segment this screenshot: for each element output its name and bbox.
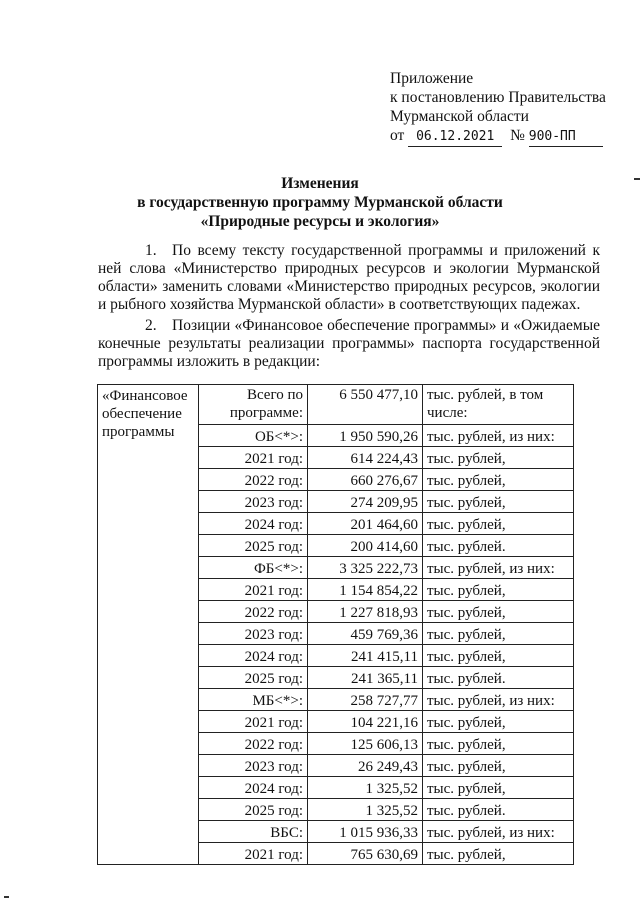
row-label: 2022 год: xyxy=(199,601,308,623)
row-unit: тыс. рублей, xyxy=(423,777,574,799)
row-unit: тыс. рублей, из них: xyxy=(423,425,574,447)
row-label: 2021 год: xyxy=(199,447,308,469)
row-unit: тыс. рублей. xyxy=(423,799,574,821)
row-value: 1 950 590,26 xyxy=(308,425,423,447)
row-unit: тыс. рублей, xyxy=(423,601,574,623)
row-unit: тыс. рублей, из них: xyxy=(423,821,574,843)
row-label: ОБ<*>: xyxy=(199,425,308,447)
paragraph-2 xyxy=(98,317,600,371)
row-label: 2024 год: xyxy=(199,645,308,667)
appendix-line2: к постановлению Правительства xyxy=(390,89,606,106)
row-unit: тыс. рублей, xyxy=(423,623,574,645)
row-value: 125 606,13 xyxy=(308,733,423,755)
row-value: 258 727,77 xyxy=(308,689,423,711)
row-unit: тыс. рублей, xyxy=(423,711,574,733)
appendix-header xyxy=(390,69,606,147)
title-line2: в государственную программу Мурманской области xyxy=(137,194,503,211)
row-value: 274 209,95 xyxy=(308,491,423,513)
row-unit: тыс. рублей. xyxy=(423,667,574,689)
row-value: 200 414,60 xyxy=(308,535,423,557)
row-label: 2021 год: xyxy=(199,579,308,601)
row-unit: тыс. рублей, xyxy=(423,513,574,535)
row-value: 1 015 936,33 xyxy=(308,821,423,843)
financing-table xyxy=(97,384,574,865)
row-value: 459 769,36 xyxy=(308,623,423,645)
row-label: 2022 год: xyxy=(199,733,308,755)
row-label: 2023 год: xyxy=(199,491,308,513)
row-value: 201 464,60 xyxy=(308,513,423,535)
paragraph-text: Позиции «Финансовое обеспечение программы» и «Ожидаемые конечные результаты реализации программы» паспорта государственной программы изложить в редакции: xyxy=(98,317,600,370)
row-value: 1 325,52 xyxy=(308,799,423,821)
row-unit: тыс. рублей, xyxy=(423,733,574,755)
row-label: 2023 год: xyxy=(199,623,308,645)
title-line1: Изменения xyxy=(281,175,359,192)
document-title xyxy=(0,174,640,231)
row-unit: тыс. рублей, xyxy=(423,755,574,777)
row-value: 614 224,43 xyxy=(308,447,423,469)
decree-date: 06.12.2021 xyxy=(408,127,502,147)
row-unit: тыс. рублей, xyxy=(423,645,574,667)
financing-label-cell: «Финансовое обеспечение программы xyxy=(98,385,199,865)
scan-artifact xyxy=(4,896,9,898)
paragraph-number: 1. xyxy=(145,242,157,259)
row-label: Всего по программе: xyxy=(199,385,308,425)
title-line3: «Природные ресурсы и экология» xyxy=(200,213,440,230)
decree-number: 900-ПП xyxy=(529,127,603,147)
row-value: 1 325,52 xyxy=(308,777,423,799)
row-label: ВБС: xyxy=(199,821,308,843)
row-label: 2025 год: xyxy=(199,799,308,821)
row-label: 2024 год: xyxy=(199,777,308,799)
row-label: МБ<*>: xyxy=(199,689,308,711)
row-value: 1 154 854,22 xyxy=(308,579,423,601)
row-unit: тыс. рублей, xyxy=(423,843,574,865)
row-unit: тыс. рублей, xyxy=(423,469,574,491)
row-unit: тыс. рублей, в том числе: xyxy=(423,385,574,425)
paragraph-text: По всему тексту государственной программы и приложений к ней слова «Министерство природных ресурсов и экологии Мурманской области» заменить словами «Министерство природных ресурсов, экологии и рыбного хозяйства Мурманской области» в соответствующих падежах. xyxy=(98,242,600,313)
row-value: 3 325 222,73 xyxy=(308,557,423,579)
row-value: 241 365,11 xyxy=(308,667,423,689)
row-unit: тыс. рублей, из них: xyxy=(423,557,574,579)
row-label: 2025 год: xyxy=(199,535,308,557)
body-text xyxy=(98,242,600,374)
paragraph-number: 2. xyxy=(145,317,157,334)
row-label: 2024 год: xyxy=(199,513,308,535)
row-unit: тыс. рублей, из них: xyxy=(423,689,574,711)
row-value: 104 221,16 xyxy=(308,711,423,733)
row-label: 2023 год: xyxy=(199,755,308,777)
scan-artifact xyxy=(634,178,640,180)
appendix-line3: Мурманской области xyxy=(390,108,529,125)
row-value: 241 415,11 xyxy=(308,645,423,667)
appendix-line1: Приложение xyxy=(390,70,474,87)
row-unit: тыс. рублей, xyxy=(423,491,574,513)
row-value: 1 227 818,93 xyxy=(308,601,423,623)
row-value: 660 276,67 xyxy=(308,469,423,491)
table-row xyxy=(98,385,574,425)
appendix-date-line xyxy=(390,126,606,147)
row-label: ФБ<*>: xyxy=(199,557,308,579)
row-value: 765 630,69 xyxy=(308,843,423,865)
row-label: 2021 год: xyxy=(199,711,308,733)
date-prefix: от xyxy=(390,127,405,144)
row-value: 26 249,43 xyxy=(308,755,423,777)
row-unit: тыс. рублей, xyxy=(423,447,574,469)
row-label: 2022 год: xyxy=(199,469,308,491)
row-label: 2021 год: xyxy=(199,843,308,865)
row-unit: тыс. рублей, xyxy=(423,579,574,601)
paragraph-1 xyxy=(98,242,600,314)
row-unit: тыс. рублей. xyxy=(423,535,574,557)
row-value: 6 550 477,10 xyxy=(308,385,423,425)
row-label: 2025 год: xyxy=(199,667,308,689)
number-prefix: № xyxy=(510,127,525,144)
